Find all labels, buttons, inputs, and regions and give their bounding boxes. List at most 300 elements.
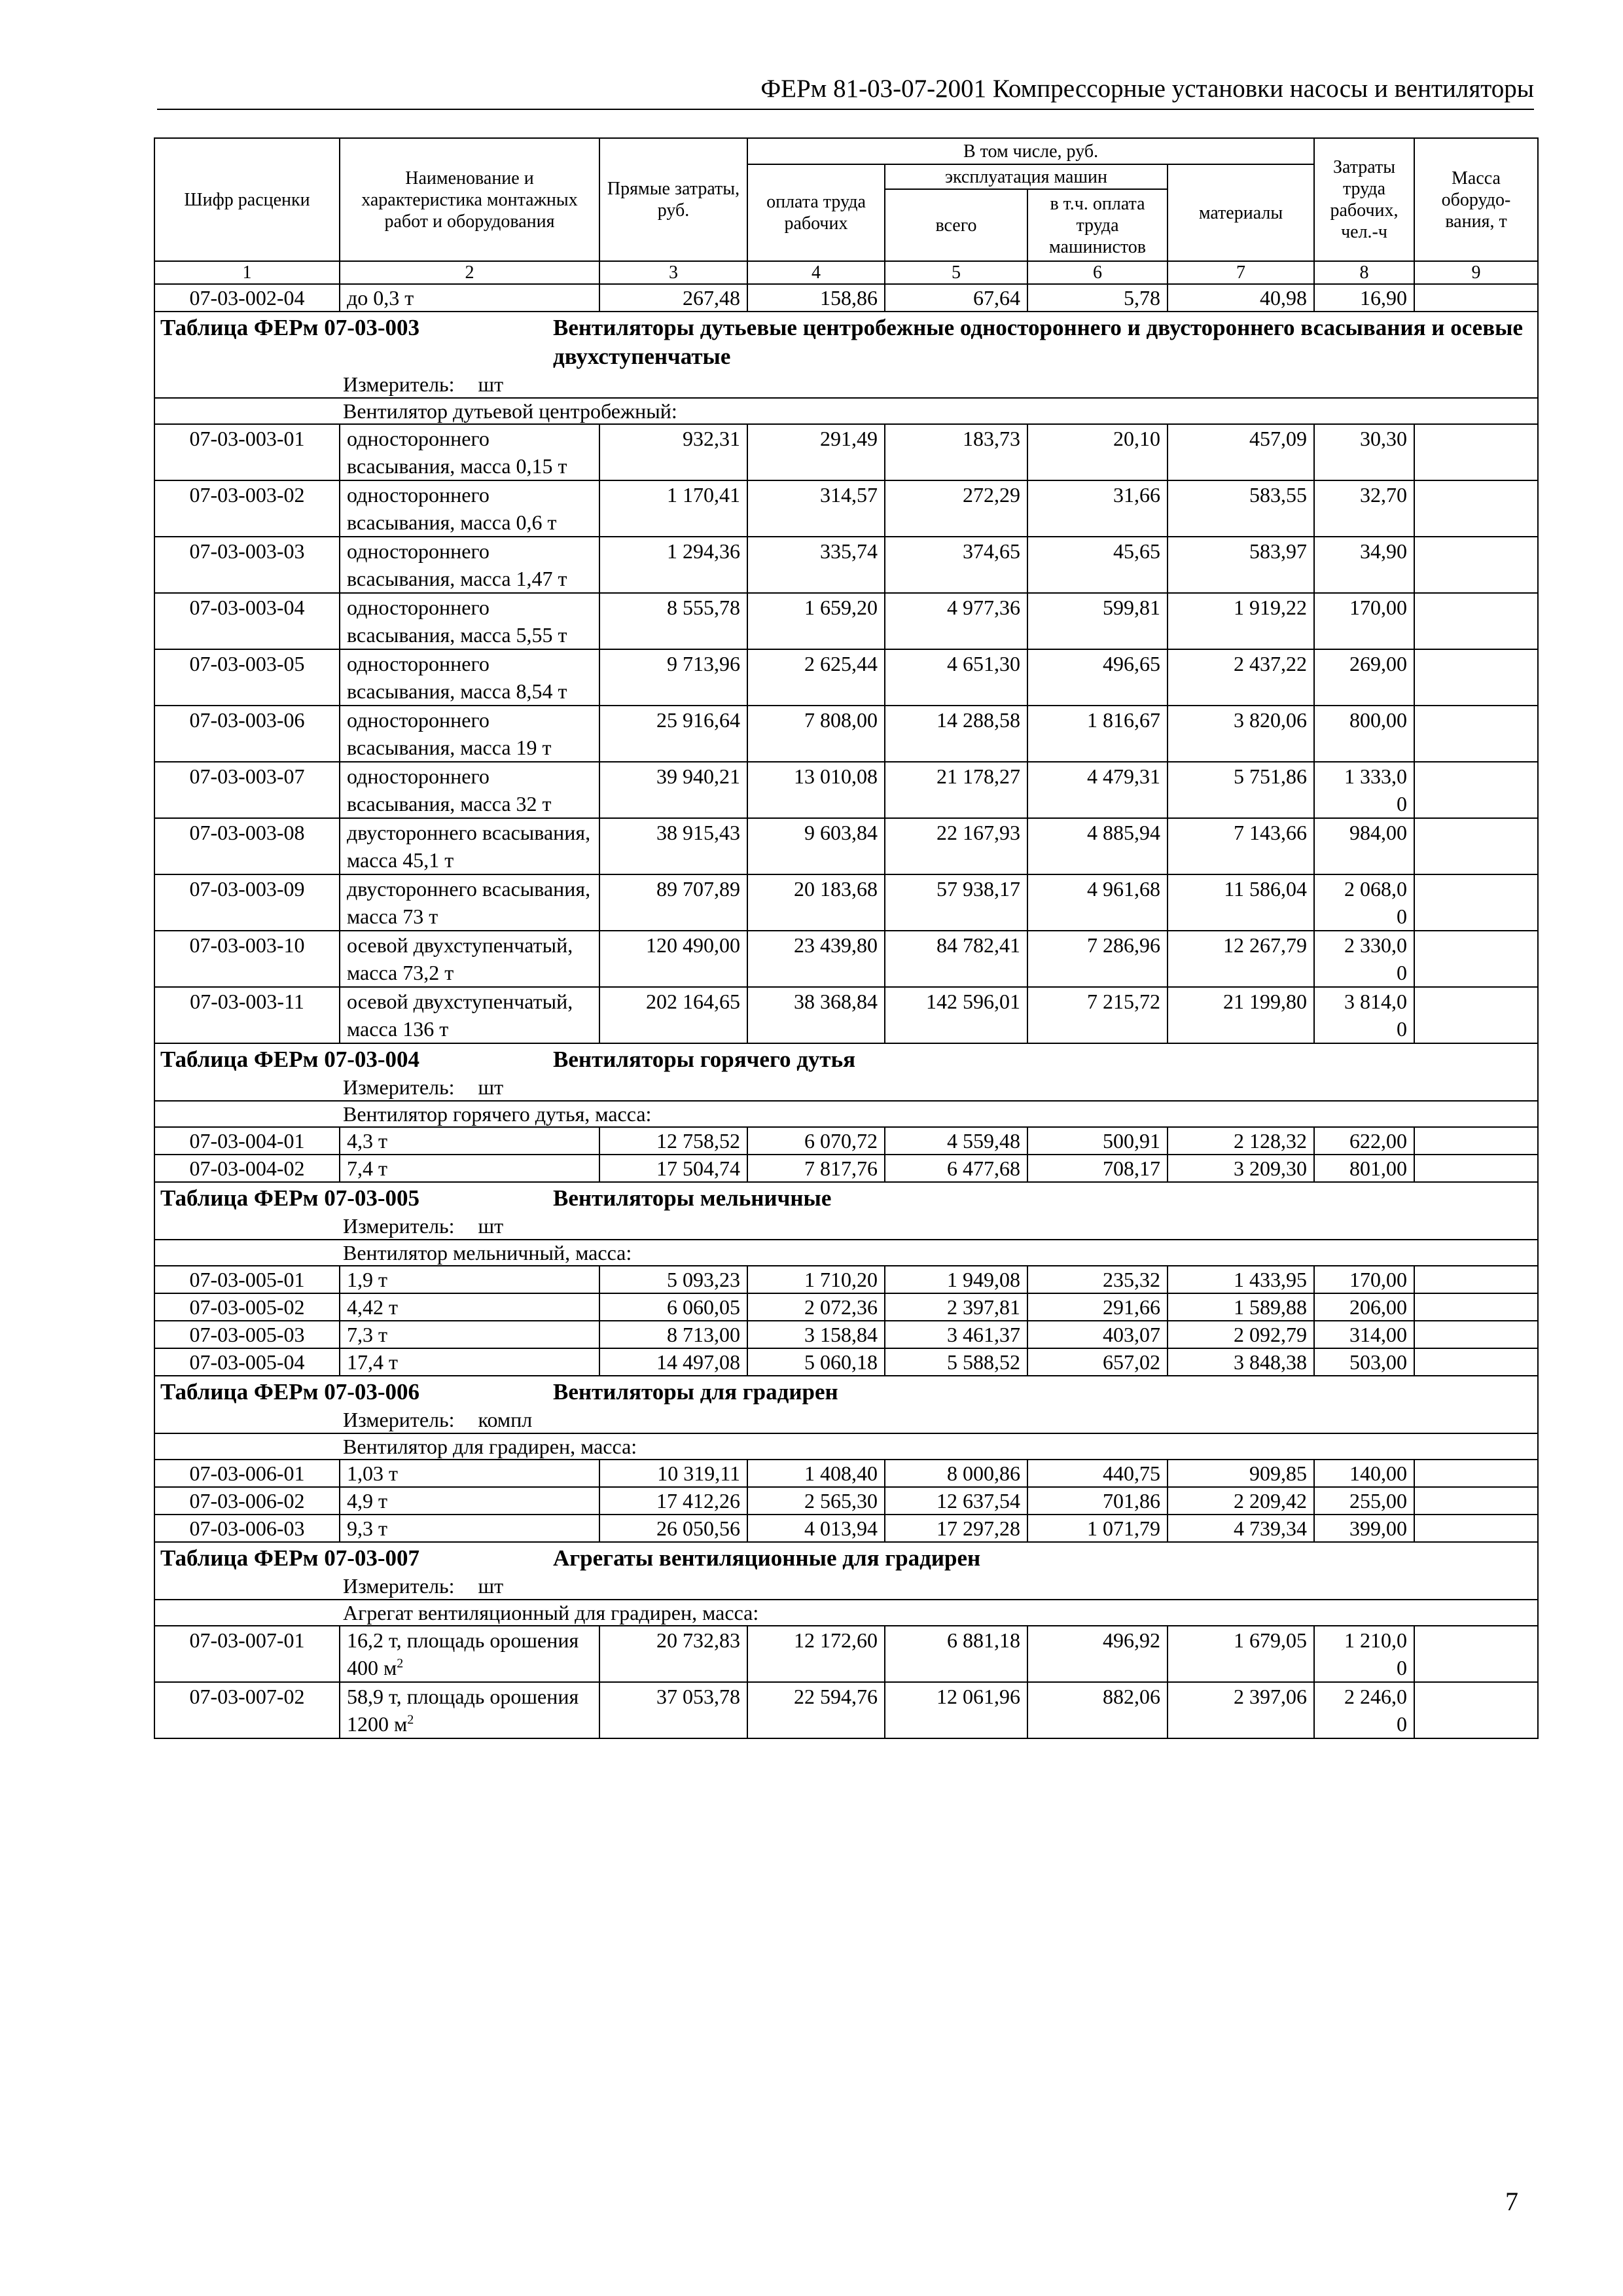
cell-incl-wages: 403,07 [1027, 1321, 1168, 1348]
cell-wages: 22 594,76 [747, 1682, 885, 1738]
cell-total: 22 167,93 [885, 818, 1027, 874]
cell-total: 2 397,81 [885, 1293, 1027, 1321]
cell-direct: 267,48 [599, 284, 747, 312]
measure-line [162, 371, 1531, 397]
cell-total: 8 000,86 [885, 1460, 1027, 1487]
cell-name [340, 424, 599, 480]
cell-materials: 2 092,79 [1168, 1321, 1314, 1348]
cell-materials: 1 589,88 [1168, 1293, 1314, 1321]
table-row [154, 1487, 1538, 1515]
cell-labor: 314,00 [1314, 1321, 1414, 1348]
cell-labor: 800,00 [1314, 706, 1414, 762]
table-section-header [154, 312, 1538, 371]
table-title: Вентиляторы мельничные [553, 1185, 832, 1211]
measure-label: Измеритель: [343, 1574, 455, 1598]
col-header-name: Наименование и характеристика монтажных работ и оборудования [340, 138, 599, 261]
cell-labor [1314, 1682, 1414, 1738]
cell-labor-part: 0 [1397, 961, 1408, 984]
col-header-code: Шифр расценки [154, 138, 340, 261]
cell-wages: 291,49 [747, 424, 885, 480]
cell-direct: 8 713,00 [599, 1321, 747, 1348]
table-row [154, 1515, 1538, 1542]
table-row [154, 649, 1538, 706]
table-measure-cell [154, 1573, 1538, 1600]
table-row [154, 987, 1538, 1043]
cell-materials: 2 128,32 [1168, 1127, 1314, 1155]
table-measure-row [154, 1074, 1538, 1101]
cell-name [340, 1460, 599, 1487]
cell-labor-part: 2 330,0 [1344, 933, 1408, 957]
cell-code: 07-03-007-01 [154, 1626, 340, 1682]
cell-code: 07-03-005-02 [154, 1293, 340, 1321]
cell-labor [1314, 874, 1414, 931]
cell-mass [1414, 424, 1538, 480]
cell-direct: 37 053,78 [599, 1682, 747, 1738]
cell-direct: 10 319,11 [599, 1460, 747, 1487]
cell-total: 17 297,28 [885, 1515, 1027, 1542]
cell-labor-part: 0 [1397, 905, 1408, 928]
cell-total: 4 651,30 [885, 649, 1027, 706]
cell-labor-part: 0 [1397, 1656, 1408, 1679]
cell-labor: 34,90 [1314, 537, 1414, 593]
group-row [154, 1433, 1538, 1460]
col-header-mass: Масса оборудо-вания, т [1414, 138, 1538, 261]
measure-line [162, 1213, 1531, 1239]
cell-code: 07-03-003-08 [154, 818, 340, 874]
group-label: Вентилятор дутьевой центробежный: [154, 398, 1538, 424]
cell-mass [1414, 1266, 1538, 1293]
cell-code: 07-03-003-06 [154, 706, 340, 762]
table-row [154, 931, 1538, 987]
cell-name-text: осевой двухступенчатый, масса 73,2 т [347, 933, 573, 984]
cell-labor: 269,00 [1314, 649, 1414, 706]
cell-total: 14 288,58 [885, 706, 1027, 762]
cell-direct: 25 916,64 [599, 706, 747, 762]
cell-name-text: 17,4 т [347, 1350, 398, 1374]
cell-wages: 3 158,84 [747, 1321, 885, 1348]
measure-label: Измеритель: [343, 1075, 455, 1099]
cell-code: 07-03-004-01 [154, 1127, 340, 1155]
cell-wages: 1 710,20 [747, 1266, 885, 1293]
table-body [154, 284, 1538, 1738]
cell-name [340, 1127, 599, 1155]
cell-direct: 6 060,05 [599, 1293, 747, 1321]
cell-wages: 38 368,84 [747, 987, 885, 1043]
cell-labor-part: 2 246,0 [1344, 1685, 1408, 1708]
cell-mass [1414, 931, 1538, 987]
cell-incl-wages: 31,66 [1027, 480, 1168, 537]
cell-mass [1414, 649, 1538, 706]
cell-incl-wages: 701,86 [1027, 1487, 1168, 1515]
cell-incl-wages: 708,17 [1027, 1155, 1168, 1182]
col-number: 5 [885, 261, 1027, 284]
cell-labor-part: 2 068,0 [1344, 877, 1408, 901]
cell-mass [1414, 762, 1538, 818]
cell-name: до 0,3 т [340, 284, 599, 312]
cell-labor [1314, 762, 1414, 818]
cell-materials: 3 848,38 [1168, 1348, 1314, 1376]
cell-materials: 21 199,80 [1168, 987, 1314, 1043]
cell-incl-wages: 500,91 [1027, 1127, 1168, 1155]
cell-mass [1414, 1515, 1538, 1542]
table-measure-cell [154, 371, 1538, 398]
cell-direct: 38 915,43 [599, 818, 747, 874]
cell-labor: 140,00 [1314, 1460, 1414, 1487]
col-header-incl: В том числе, руб. [747, 138, 1314, 164]
cell-code: 07-03-007-02 [154, 1682, 340, 1738]
cell-mass [1414, 818, 1538, 874]
cell-incl-wages: 291,66 [1027, 1293, 1168, 1321]
cell-name [340, 1155, 599, 1182]
cell-name [340, 1321, 599, 1348]
cell-incl-wages: 4 479,31 [1027, 762, 1168, 818]
cell-total: 142 596,01 [885, 987, 1027, 1043]
cell-mass [1414, 480, 1538, 537]
cell-code: 07-03-006-02 [154, 1487, 340, 1515]
cell-incl-wages: 1 816,67 [1027, 706, 1168, 762]
cell-labor: 984,00 [1314, 818, 1414, 874]
table-id: Таблица ФЕРм 07-03-003 [160, 315, 420, 340]
superscript: 2 [397, 1656, 404, 1671]
table-row [154, 1682, 1538, 1738]
cell-wages: 2 625,44 [747, 649, 885, 706]
cell-wages: 4 013,94 [747, 1515, 885, 1542]
cell-incl-wages: 235,32 [1027, 1266, 1168, 1293]
cell-total: 1 949,08 [885, 1266, 1027, 1293]
cell-mass [1414, 1321, 1538, 1348]
group-label: Вентилятор мельничный, масса: [154, 1240, 1538, 1266]
table-measure-cell [154, 1213, 1538, 1240]
cell-direct: 89 707,89 [599, 874, 747, 931]
cell-total: 3 461,37 [885, 1321, 1027, 1348]
cell-direct: 17 504,74 [599, 1155, 747, 1182]
cell-direct: 202 164,65 [599, 987, 747, 1043]
cell-code: 07-03-006-01 [154, 1460, 340, 1487]
table-title: Вентиляторы для градирен [553, 1379, 838, 1405]
cell-name-text: 16,2 т, площадь орошения 400 м [347, 1628, 579, 1679]
cell-labor-part: 3 814,0 [1344, 990, 1408, 1013]
cell-name [340, 762, 599, 818]
col-number: 6 [1027, 261, 1168, 284]
table-title: Вентиляторы дутьевые центробежные одностороннего и двустороннего всасывания и осевые двухступенчатые [553, 315, 1523, 369]
table-id: Таблица ФЕРм 07-03-007 [160, 1545, 420, 1571]
group-label: Вентилятор для градирен, масса: [154, 1433, 1538, 1460]
table-row [154, 1127, 1538, 1155]
cell-mass [1414, 987, 1538, 1043]
cell-direct: 26 050,56 [599, 1515, 747, 1542]
cell-code: 07-03-005-03 [154, 1321, 340, 1348]
cell-incl-wages: 4 961,68 [1027, 874, 1168, 931]
table-section-heading [160, 1544, 1532, 1573]
cell-labor-part: 1 210,0 [1344, 1628, 1408, 1652]
table-section-heading [160, 314, 1532, 371]
cell-materials: 583,97 [1168, 537, 1314, 593]
cell-total: 21 178,27 [885, 762, 1027, 818]
cell-wages: 7 817,76 [747, 1155, 885, 1182]
col-header-wages: оплата труда рабочих [747, 164, 885, 261]
table-section-cell [154, 1376, 1538, 1407]
cell-wages: 20 183,68 [747, 874, 885, 931]
cell-name [340, 1266, 599, 1293]
cell-labor [1314, 1626, 1414, 1682]
table-title: Вентиляторы горячего дутья [553, 1047, 856, 1072]
cell-name-text: 7,4 т [347, 1157, 387, 1180]
cell-name [340, 1626, 599, 1682]
cell-materials: 909,85 [1168, 1460, 1314, 1487]
cell-incl-wages: 496,92 [1027, 1626, 1168, 1682]
cell-name-text: 4,42 т [347, 1295, 398, 1319]
table-row [154, 1155, 1538, 1182]
cell-mass [1414, 537, 1538, 593]
measure-unit: шт [478, 372, 504, 396]
cell-code: 07-03-003-01 [154, 424, 340, 480]
cell-mass [1414, 1460, 1538, 1487]
table-row [154, 424, 1538, 480]
cell-labor: 32,70 [1314, 480, 1414, 537]
cell-mass [1414, 874, 1538, 931]
rates-table [154, 137, 1539, 1739]
cell-name [340, 931, 599, 987]
cell-materials: 12 267,79 [1168, 931, 1314, 987]
col-number: 1 [154, 261, 340, 284]
cell-mass [1414, 1348, 1538, 1376]
col-number: 9 [1414, 261, 1538, 284]
cell-name [340, 987, 599, 1043]
cell-total: 12 061,96 [885, 1682, 1027, 1738]
col-number: 7 [1168, 261, 1314, 284]
cell-total: 57 938,17 [885, 874, 1027, 931]
cell-code: 07-03-005-01 [154, 1266, 340, 1293]
cell-code: 07-03-003-03 [154, 537, 340, 593]
cell-labor: 399,00 [1314, 1515, 1414, 1542]
measure-unit: шт [478, 1075, 504, 1099]
cell-name [340, 818, 599, 874]
col-number: 3 [599, 261, 747, 284]
measure-unit: компл [478, 1408, 533, 1431]
cell-name [340, 1293, 599, 1321]
cell-labor-part: 0 [1397, 1712, 1408, 1736]
cell-labor: 622,00 [1314, 1127, 1414, 1155]
cell-name [340, 1348, 599, 1376]
cell-direct: 17 412,26 [599, 1487, 747, 1515]
cell-name [340, 649, 599, 706]
cell-wages: 13 010,08 [747, 762, 885, 818]
table-measure-row [154, 371, 1538, 398]
table-row [154, 762, 1538, 818]
cell-materials: 3 820,06 [1168, 706, 1314, 762]
col-number: 4 [747, 261, 885, 284]
table-row [154, 480, 1538, 537]
page-number: 7 [1505, 2187, 1518, 2216]
table-section-heading [160, 1378, 1532, 1407]
measure-label: Измеритель: [343, 1408, 455, 1431]
measure-label: Измеритель: [343, 372, 455, 396]
cell-incl-wages: 440,75 [1027, 1460, 1168, 1487]
table-row [154, 1293, 1538, 1321]
table-measure-row [154, 1573, 1538, 1600]
table-row [154, 1266, 1538, 1293]
cell-name-text: 1,9 т [347, 1268, 387, 1291]
cell-total: 84 782,41 [885, 931, 1027, 987]
measure-unit: шт [478, 1574, 504, 1598]
cell-name-text: осевой двухступенчатый, масса 136 т [347, 990, 573, 1041]
superscript: 2 [407, 1712, 414, 1727]
table-header [154, 138, 1538, 284]
cell-name-text: 58,9 т, площадь орошения 1200 м [347, 1685, 579, 1736]
cell-wages: 335,74 [747, 537, 885, 593]
cell-wages: 6 070,72 [747, 1127, 885, 1155]
cell-incl-wages: 7 215,72 [1027, 987, 1168, 1043]
cell-code: 07-03-003-09 [154, 874, 340, 931]
header-rule [157, 109, 1534, 110]
cell-labor-part: 1 333,0 [1344, 764, 1408, 788]
cell-total: 374,65 [885, 537, 1027, 593]
measure-line [162, 1074, 1531, 1100]
cell-direct: 1 294,36 [599, 537, 747, 593]
cell-incl-wages: 496,65 [1027, 649, 1168, 706]
cell-total: 5 588,52 [885, 1348, 1027, 1376]
table-row [154, 1321, 1538, 1348]
cell-direct: 12 758,52 [599, 1127, 747, 1155]
cell-incl-wages: 599,81 [1027, 593, 1168, 649]
table-row [154, 874, 1538, 931]
table-section-header [154, 1542, 1538, 1573]
cell-mass [1414, 1626, 1538, 1682]
cell-direct: 120 490,00 [599, 931, 747, 987]
cell-materials: 7 143,66 [1168, 818, 1314, 874]
cell-direct: 14 497,08 [599, 1348, 747, 1376]
cell-code: 07-03-003-11 [154, 987, 340, 1043]
cell-name-text: одностороннего всасывания, масса 32 т [347, 764, 552, 816]
cell-materials: 4 739,34 [1168, 1515, 1314, 1542]
table-measure-cell [154, 1074, 1538, 1101]
cell-labor-part: 0 [1397, 792, 1408, 816]
cell-name-text: двустороннего всасывания, масса 73 т [347, 877, 591, 928]
cell-name-text: одностороннего всасывания, масса 8,54 т [347, 652, 567, 703]
cell-wages: 23 439,80 [747, 931, 885, 987]
cell-labor: 801,00 [1314, 1155, 1414, 1182]
cell-incl-wages: 45,65 [1027, 537, 1168, 593]
cell-total: 272,29 [885, 480, 1027, 537]
cell-code: 07-03-003-05 [154, 649, 340, 706]
table-section-heading [160, 1045, 1532, 1074]
cell-incl-wages: 20,10 [1027, 424, 1168, 480]
cell-wages: 12 172,60 [747, 1626, 885, 1682]
cell-direct: 1 170,41 [599, 480, 747, 537]
cell-name [340, 1487, 599, 1515]
cell-name-text: одностороннего всасывания, масса 0,15 т [347, 427, 567, 478]
cell-name [340, 593, 599, 649]
cell-direct: 39 940,21 [599, 762, 747, 818]
cell-materials: 1 679,05 [1168, 1626, 1314, 1682]
cell-mass [1414, 706, 1538, 762]
group-label: Вентилятор горячего дутья, масса: [154, 1101, 1538, 1127]
cell-incl-wages: 882,06 [1027, 1682, 1168, 1738]
table-row [154, 537, 1538, 593]
cell-labor: 255,00 [1314, 1487, 1414, 1515]
cell-incl-wages: 5,78 [1027, 284, 1168, 312]
cell-mass [1414, 1293, 1538, 1321]
cell-materials: 457,09 [1168, 424, 1314, 480]
table-title: Агрегаты вентиляционные для градирен [553, 1545, 981, 1571]
document-header-title: ФЕРм 81-03-07-2001 Компрессорные установки насосы и вентиляторы [760, 75, 1534, 103]
measure-label: Измеритель: [343, 1214, 455, 1238]
cell-name [340, 1515, 599, 1542]
cell-labor: 16,90 [1314, 284, 1414, 312]
cell-mass [1414, 1155, 1538, 1182]
cell-direct: 9 713,96 [599, 649, 747, 706]
cell-labor-part: 0 [1397, 1017, 1408, 1041]
col-header-labor: Затраты труда рабочих, чел.-ч [1314, 138, 1414, 261]
table-row [154, 818, 1538, 874]
cell-wages: 1 408,40 [747, 1460, 885, 1487]
cell-materials: 2 437,22 [1168, 649, 1314, 706]
table-section-header [154, 1182, 1538, 1213]
col-number: 8 [1314, 261, 1414, 284]
cell-name-text: одностороннего всасывания, масса 0,6 т [347, 483, 557, 534]
cell-total: 12 637,54 [885, 1487, 1027, 1515]
col-header-incl-wages: в т.ч. оплата труда машинистов [1027, 189, 1168, 261]
table-section-cell [154, 1182, 1538, 1213]
table-id: Таблица ФЕРм 07-03-005 [160, 1185, 420, 1211]
cell-code: 07-03-003-07 [154, 762, 340, 818]
cell-total: 183,73 [885, 424, 1027, 480]
cell-name-text: 4,9 т [347, 1489, 387, 1513]
cell-labor [1314, 987, 1414, 1043]
cell-code: 07-03-003-04 [154, 593, 340, 649]
cell-code: 07-03-006-03 [154, 1515, 340, 1542]
cell-name [340, 874, 599, 931]
cell-materials: 1 919,22 [1168, 593, 1314, 649]
cell-wages: 2 072,36 [747, 1293, 885, 1321]
table-row [154, 1460, 1538, 1487]
cell-direct: 932,31 [599, 424, 747, 480]
group-row [154, 1600, 1538, 1626]
cell-wages: 1 659,20 [747, 593, 885, 649]
cell-incl-wages: 657,02 [1027, 1348, 1168, 1376]
cell-code: 07-03-003-02 [154, 480, 340, 537]
cell-mass [1414, 593, 1538, 649]
cell-materials: 2 397,06 [1168, 1682, 1314, 1738]
group-row [154, 1101, 1538, 1127]
cell-name [340, 537, 599, 593]
table-section-heading [160, 1184, 1532, 1213]
cell-wages: 314,57 [747, 480, 885, 537]
cell-mass [1414, 284, 1538, 312]
cell-incl-wages: 4 885,94 [1027, 818, 1168, 874]
cell-incl-wages: 1 071,79 [1027, 1515, 1168, 1542]
measure-unit: шт [478, 1214, 504, 1238]
col-header-total: всего [885, 189, 1027, 261]
table-section-cell [154, 1043, 1538, 1074]
cell-name-text: 9,3 т [347, 1516, 387, 1540]
cell-materials: 3 209,30 [1168, 1155, 1314, 1182]
cell-total: 6 477,68 [885, 1155, 1027, 1182]
cell-total: 6 881,18 [885, 1626, 1027, 1682]
cell-materials: 5 751,86 [1168, 762, 1314, 818]
table-id: Таблица ФЕРм 07-03-004 [160, 1047, 420, 1072]
cell-direct: 8 555,78 [599, 593, 747, 649]
col-header-materials: материалы [1168, 164, 1314, 261]
col-number: 2 [340, 261, 599, 284]
group-row [154, 1240, 1538, 1266]
cell-name-text: 7,3 т [347, 1323, 387, 1346]
table-row [154, 284, 1538, 312]
cell-labor [1314, 931, 1414, 987]
cell-labor: 170,00 [1314, 593, 1414, 649]
cell-wages: 9 603,84 [747, 818, 885, 874]
cell-labor: 170,00 [1314, 1266, 1414, 1293]
